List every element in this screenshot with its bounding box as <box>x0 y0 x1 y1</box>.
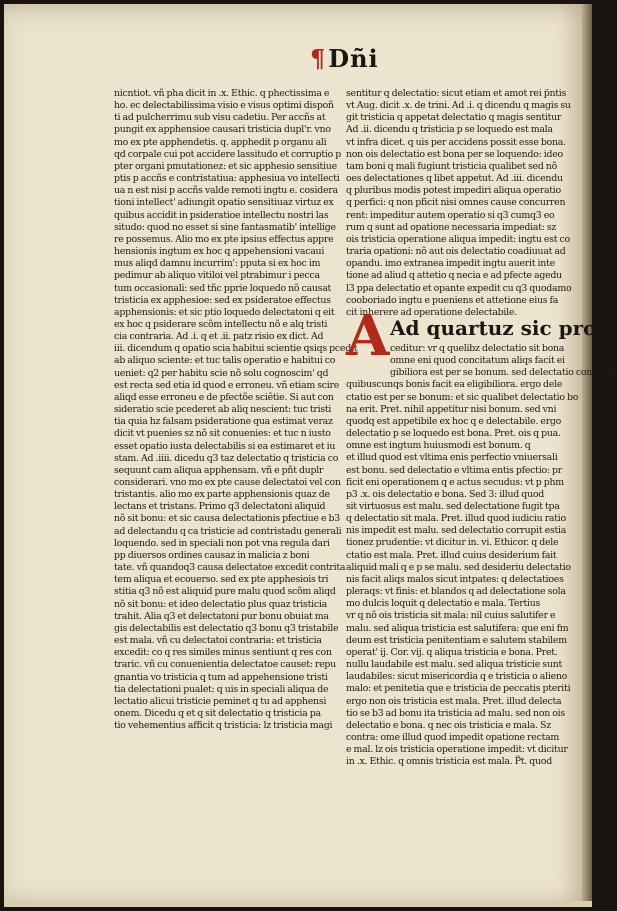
text-line: contra: ome illud quod impedit opatione rectam <box>346 731 560 743</box>
text-line: considerari. vno mo ex pte cause delectatoi vel con <box>114 477 341 488</box>
text-line: rum q sunt ad opatione necessaria impediat: sz <box>346 221 557 233</box>
text-line: nis facit aliqs malos sicut intpates: q delectatioes <box>346 573 564 585</box>
text-line: laudabiles: sicut misericordia q e tristicia o alieno <box>346 671 568 683</box>
text-line: ab aliquo sciente: et tuc talis operatio e habitui co <box>114 355 336 367</box>
text-line: mo dulcis loquit q delectatio e mala. Tertius <box>346 598 541 610</box>
text-line: Ad .ii. dicendu q tristicia p se loquedo est mala <box>346 124 553 136</box>
text-line: est mala. vñ cu delectatoi contraria: et tristicia <box>114 635 322 647</box>
text-line: oes delectationes q libet appetut. Ad .iii. dicendu <box>346 173 563 185</box>
left-text-column <box>114 88 358 828</box>
text-line: pp diuersos ordines causaz in malicia z boni <box>114 549 310 561</box>
text-line: dicit vt puenies sz nõ sit conuenies: et tuc n iusto <box>114 428 331 440</box>
text-line: ua n est nisi p accñs valde remoti ingtu e. cosidera <box>114 185 338 197</box>
text-line: git tristicia q appetat delectatio q magis sentitur <box>346 112 562 124</box>
text-line: esset opatio iusta delectabilis si ea estimaret et iu <box>114 440 336 452</box>
text-line: stam. Ad .iiii. dicedu q3 taz delectatio q tristicia co <box>114 452 339 464</box>
text-line: tia quia hz falsam psideratione qua estimat veraz <box>114 416 333 428</box>
text-line: tioni intellect' adiungit opatio sensitiuaz virtuz ex <box>114 197 334 209</box>
text-line: deum est tristicia penitentiam e salutem stabilem <box>346 634 567 646</box>
text-line: lectans et tristans. Primo q3 delectatoni aliquid <box>114 501 326 513</box>
text-line: ois tristicia operatione aliqua impedit: ingtu est co <box>346 233 570 245</box>
text-line: ptis p accñs e contristatiua: apphesiua vo intellecti <box>114 173 340 185</box>
text-line: omne est ingtum huiusmodi est bonum. q <box>346 440 531 452</box>
text-line: tio vehementius afficit q tristicia: lz tristicia magi <box>114 720 333 732</box>
text-line: nicntiot. vñ pha dicit in .x. Ethic. q phectissima e <box>114 88 330 99</box>
text-line: ficit eni operationem q e actus secudus: vt p phm <box>346 476 564 488</box>
text-line: omne eni quod concitatum aliqs facit ei <box>390 355 565 367</box>
text-line: tam boni q mali fugiunt tristicia qualibet sed nõ <box>346 160 557 172</box>
text-line: excedit: co q res similes minus sentiunt q res con <box>114 647 332 659</box>
text-line: in .x. Ethic. q omnis tristicia est mala. P̃t. quod <box>346 756 552 768</box>
text-line: opandu. imo extranea impedit ingtu auerit inte <box>346 258 555 270</box>
text-line: re possemus. Alio mo ex pte ipsius effectus appre <box>114 233 334 245</box>
text-line: pter organi pmutationez: et sic apphesio sensitiue <box>114 160 337 172</box>
text-line: tionez prudentie: vt dicitur in. vi. Ethicor. q dele <box>346 537 559 549</box>
text-line: gibiliora est per se bonum. sed delectatio consueta <box>390 367 617 379</box>
text-line: apphensionis: et sic ptio loquedo delectatoni q eit <box>114 306 335 318</box>
text-line: sequunt cam aliqua apphensam. vñ e pñt duplr <box>114 464 324 476</box>
text-line: malu. sed aliqua tristicia est salutifera: que eni fm <box>346 622 569 634</box>
text-line: ti ad pulcherrimu sub visu cadetiu. Per accñs at <box>114 112 326 124</box>
text-line: tio se b3 ad bonu ita tristicia ad malu. sed non ois <box>346 707 565 719</box>
text-line: iii. dicendum q opatio scia habitui scientie qsiqs pcedit <box>114 343 358 355</box>
book-page <box>4 4 617 907</box>
page-bottom-edge <box>4 901 592 907</box>
text-line: mo ex pte apphendetis. q. apphedit p organu ali <box>114 136 327 148</box>
text-line: tristicia ex apphesioe: sed ex psideratoe effectus <box>114 294 331 306</box>
text-line: aliqd esse erroneu e de pfectõe sciêtie. Si aut con <box>114 391 334 403</box>
running-head <box>310 44 379 74</box>
text-line: gis delectabilis est delectatio q3 bonu q3 tristabile <box>114 622 339 634</box>
text-line: ergo non ois tristicia est mala. Pret. illud delecta <box>346 695 562 707</box>
text-line: cia contraria. Ad .i. q et .ii. patz risio ex dict. Ad <box>114 331 324 343</box>
text-line: pungit ex apphensioe causari tristicia dupl'r. vno <box>114 124 331 136</box>
text-line: est recta sed etia id quod e erroneu. vñ etiam scire <box>114 379 340 391</box>
text-line: quibuscunqs bonis facit ea eligibiliora. ergo dele <box>346 379 563 391</box>
text-line: situdo: quod no esset si sine fantasmatib' intellige <box>114 221 336 233</box>
text-line: rent: impeditur autem operatio si q3 cumq3 eo <box>346 209 555 221</box>
text-line: ceditur: vr q quelibz delectatio sit bona <box>390 342 565 354</box>
text-line: trahit. Alia q3 et delectatoni pur bonu obuiat ma <box>114 610 329 622</box>
red-initial-capital: A <box>346 303 390 369</box>
text-line: cooboriado ingtu e pueniens et attetione eius fa <box>346 294 559 306</box>
running-head-text: Dñi <box>328 44 379 73</box>
text-line: operat' ij. Cor. vij. q aliqua tristicia e bona. Pret. <box>346 646 558 658</box>
text-line: stitia q3 nõ est aliquid pure malu quod scõm aliqd <box>114 586 336 598</box>
pilcrow-mark: ¶ <box>310 44 327 73</box>
text-line: na erit. Pret. nihil appetitur nisi bonum. sed vni <box>346 403 557 415</box>
text-line: tia delectationi pualet: q uis in speciali aliqua de <box>114 683 329 695</box>
text-line: ex hoc q psiderare scõm intellectu nõ e alq tristi <box>114 318 328 330</box>
right-text-column <box>346 88 617 828</box>
text-line: mus aliqd damnu incurrim': pputa si ex hoc im <box>114 258 321 270</box>
text-line: tem aliqua et ecouerso. sed ex pte apphesiois tri <box>114 574 329 586</box>
text-line: ad delectandu q ca tristicie ad contristadu generali <box>114 525 342 537</box>
text-line: q pluribus modis potest impediri aliqua operatio <box>346 185 561 197</box>
text-line: vt infra dicet. q uis per accidens possit esse bona. <box>346 136 566 148</box>
text-line: q perfici: q non pficit nisi omnes cause concurren <box>346 197 566 209</box>
text-line: est bonu. sed delectatio e vltima entis pfectio: pr <box>346 464 562 476</box>
text-line: vr q nõ ois tristicia sit mala: nil cuius salutifer e <box>346 610 556 622</box>
text-line: e mal. lz ois tristicia operatione impedit: vt dicitur <box>346 744 568 756</box>
text-line: p3 .x. ois delectatio e bona. Sed 3: illud quod <box>346 488 544 500</box>
text-line: hensionis ingtum ex hoc q appehensioni vacaui <box>114 246 325 258</box>
text-line: ctatio est mala. Pret. illud cuius desiderium fait <box>346 549 557 561</box>
text-line: loquendo. sed in speciali non pot vna regula dari <box>114 537 330 549</box>
text-line: ho. ec delectabilissima visio e visus optimi dispoñ <box>114 100 334 112</box>
text-line: qd corpale cui pot accidere lassitudo et corruptio p <box>114 148 342 160</box>
text-line: vt Aug. dicit .x. de trini. Ad .i. q dicendu q magis su <box>346 100 571 112</box>
text-line: nullu laudabile est malu. sed aliqua tristicie sunt <box>346 659 562 671</box>
text-line: cit inherere ad operatione delectabile. <box>346 306 517 318</box>
section-heading: Ad quartuz sic pro <box>390 316 597 340</box>
text-line: aliquid mali q e p se malu. sed desideriu delectatio <box>346 561 571 573</box>
text-line: sentitur q delectatio: sicut etiam et amot rei p̃ntis <box>346 88 567 99</box>
text-line: tum occasionali: sed tñc pprie loquedo nõ causat <box>114 282 332 294</box>
page-spine-edge <box>582 4 592 907</box>
text-line: gnantia vo tristicia q tum ad appehensione tristi <box>114 671 328 683</box>
text-line: sideratio scie pcederet ab aliq nescient: tuc tristi <box>114 404 332 416</box>
text-line: ctatio est per se bonum: et sic qualibet delectatio bo <box>346 391 579 403</box>
text-line: quodq est appetibile ex hoc q e delectabile. ergo <box>346 415 562 427</box>
text-line: traria opationi: nõ aut ois delectatio coadiuuat ad <box>346 246 566 258</box>
text-line: delectatio p se loquedo est bona. Pret. ois q pua. <box>346 428 561 440</box>
text-line: nõ sit bonu: et ideo delectatio plus quaz tristicia <box>114 598 327 610</box>
text-line: tristantis. alio mo ex parte apphensionis quaz de <box>114 489 330 501</box>
text-line: delectatio e bona. q nec ois tristicia e mala. Sz <box>346 719 551 731</box>
text-line: q delectatio sit mala. Pret. illud quod iudiciu ratio <box>346 513 566 525</box>
text-line: quibus accidit in psideratioe intellectu nostri las <box>114 209 329 221</box>
text-line: non ois delectatio est bona per se loquendo: ideo <box>346 148 563 160</box>
text-line: pedimur ab aliquo vitiloi vel ptrabimur i pecca <box>114 270 320 282</box>
text-line: ueniet: q2 per habitu scie nõ solu cognoscim' qd <box>114 367 329 379</box>
text-line: pleraqs: vt finis: et blandos q ad delectatione sola <box>346 586 566 598</box>
text-line: et illud quod est vltima enis perfectio vniuersali <box>346 452 558 464</box>
text-line: l3 ppa delectatio et opante expedit cu q3 quodamo <box>346 282 572 294</box>
text-line: traric. vñ cu conuenientia delectatoe causet: repu <box>114 659 336 671</box>
text-line: onem. Dicedu q et q sit delectatio q tristicia pa <box>114 707 321 719</box>
text-line: lectatio alicui tristicie peminet q tu ad apphensi <box>114 695 327 707</box>
text-line: tione ad aliud q attetio q necia e ad pfecte agedu <box>346 270 562 282</box>
text-line: nis impedit est malu. sed delectatio corrupit estia <box>346 525 567 537</box>
text-line: malo: et penitetia que e tristicia de peccatis pteriti <box>346 683 571 695</box>
text-line: tate. vñ quandoq3 causa delectatoe excedit contrita <box>114 562 346 574</box>
text-line: sit virtuosus est malu. sed delectatione fugit tpa <box>346 501 560 512</box>
text-line: nõ sit bonu: et sic causa delectationis pfectiue e b3 <box>114 513 340 525</box>
